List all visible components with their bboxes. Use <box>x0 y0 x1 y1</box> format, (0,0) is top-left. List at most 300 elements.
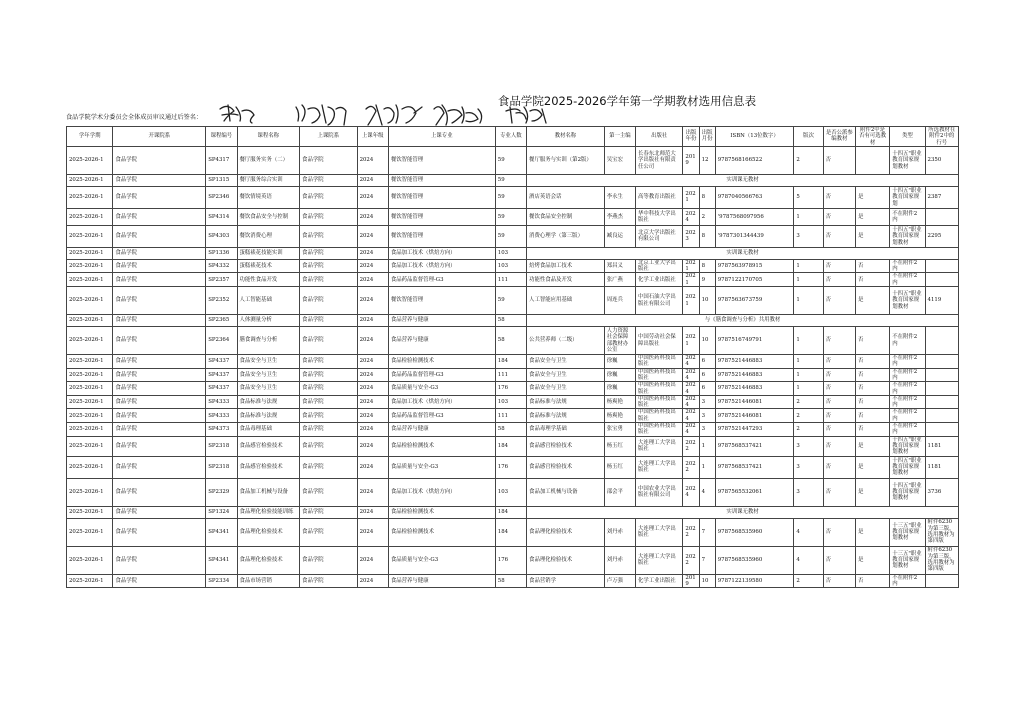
table-cell: 2022 <box>683 518 699 546</box>
table-cell: 否 <box>823 368 855 382</box>
table-cell: 2021 <box>683 287 699 315</box>
table-cell: 9787521446081 <box>715 395 794 409</box>
table-cell: 中国医药科技出版社 <box>636 395 683 409</box>
table-cell: 2025-2026-1 <box>67 546 113 574</box>
table-cell: 2025-2026-1 <box>67 423 113 437</box>
table-cell: 否 <box>823 518 855 546</box>
table-cell: 食品检验检测技术 <box>388 518 495 546</box>
table-cell: 2025-2026-1 <box>67 436 113 456</box>
table-cell: 8 <box>699 186 715 208</box>
table-cell: 中国农业大学出版社有限公司 <box>636 478 683 506</box>
table-cell: 否 <box>823 478 855 506</box>
table-cell: 2024 <box>357 506 388 518</box>
table-cell: 食品质量与安全-G3 <box>388 456 495 478</box>
table-cell: 否 <box>823 382 855 396</box>
table-cell: 人工智能基础 <box>237 287 300 315</box>
table-cell: 高等教育出版社 <box>636 186 683 208</box>
table-cell: 2024 <box>357 146 388 174</box>
table-row <box>67 506 959 518</box>
table-cell: 餐饮智能管理 <box>388 174 495 186</box>
column-header: 出版社 <box>636 127 683 147</box>
table-cell: 食品学院 <box>113 382 206 396</box>
table-cell: 食品学院 <box>113 146 206 174</box>
table-cell: 食品学院 <box>300 574 358 588</box>
table-cell: 食品安全与卫生 <box>527 382 605 396</box>
table-cell: 食品学院 <box>300 327 358 355</box>
table-cell: 刘丹赤 <box>604 518 635 546</box>
table-cell: 2024 <box>357 456 388 478</box>
table-row <box>67 409 959 423</box>
table-cell: 2 <box>794 146 823 174</box>
table-cell: 2024 <box>357 225 388 247</box>
table-cell: 食品营养与健康 <box>388 315 495 327</box>
table-cell: 2025-2026-1 <box>67 146 113 174</box>
table-cell: 不在附件2内 <box>890 355 925 369</box>
table-cell: 食品检验检测技术 <box>388 355 495 369</box>
table-cell: 3736 <box>925 478 958 506</box>
table-cell: 9787563673759 <box>715 287 794 315</box>
table-cell: 否 <box>823 186 855 208</box>
table-cell: 103 <box>495 259 526 273</box>
table-cell: 食品学院 <box>300 506 358 518</box>
table-cell: 6 <box>699 368 715 382</box>
table-cell: 9787122139580 <box>715 574 794 588</box>
table-cell: 中国劳动社会保障出版社 <box>636 327 683 355</box>
table-cell: 2 <box>794 423 823 437</box>
table-cell: 中国石油大学出版社有限公司 <box>636 287 683 315</box>
table-cell: 9787516749791 <box>715 327 794 355</box>
table-cell: 不在附件2内 <box>890 423 925 437</box>
table-cell: 2024 <box>357 368 388 382</box>
table-cell: 10 <box>699 574 715 588</box>
table-cell: 否 <box>823 146 855 174</box>
table-cell: 食品加工技术（烘焙方向） <box>388 247 495 259</box>
table-cell: 邵会平 <box>604 478 635 506</box>
table-cell: 食品加工机械与设备 <box>237 478 300 506</box>
table-cell: 食品学院 <box>300 186 358 208</box>
table-cell-note: 实训课无教材 <box>527 506 959 518</box>
table-cell: 食品理化检验技术 <box>237 546 300 574</box>
table-cell: 10 <box>699 287 715 315</box>
table-cell: 功能性食品开发 <box>237 273 300 287</box>
column-header: 出版年份 <box>683 127 699 147</box>
table-cell: 否 <box>823 574 855 588</box>
column-header: 附件2中是否有可选教材 <box>855 127 889 147</box>
table-cell: 李永生 <box>604 186 635 208</box>
column-header: 上课专业 <box>388 127 495 147</box>
table-cell: 食品学院 <box>113 456 206 478</box>
table-cell: 大连理工大学出版社 <box>636 518 683 546</box>
table-cell: 臧良运 <box>604 225 635 247</box>
table-cell: 大连理工大学出版社 <box>636 546 683 574</box>
table-cell: '9787301344439 <box>715 225 794 247</box>
table-cell: 食品学院 <box>113 355 206 369</box>
table-cell: 是 <box>855 518 889 546</box>
table-cell: 食品学院 <box>113 423 206 437</box>
table-cell: 不在附件2内 <box>890 409 925 423</box>
table-cell: 郑昌义 <box>604 259 635 273</box>
table-cell: 否 <box>823 423 855 437</box>
table-row <box>67 355 959 369</box>
table-cell: 食品药品监督管理-G3 <box>388 409 495 423</box>
table-cell: 餐饮食品安全控制 <box>527 208 605 225</box>
table-row <box>67 478 959 506</box>
table-cell: 2024 <box>357 186 388 208</box>
table-cell: 食品学院 <box>300 518 358 546</box>
table-cell: 2025-2026-1 <box>67 225 113 247</box>
table-cell: SP2334 <box>206 574 237 588</box>
table-cell <box>925 395 958 409</box>
table-cell <box>855 146 889 174</box>
table-cell: 1 <box>794 208 823 225</box>
table-cell: 184 <box>495 355 526 369</box>
table-cell: 食品学院 <box>300 208 358 225</box>
table-cell: 食品学院 <box>113 225 206 247</box>
table-cell: 食品理化检验技术 <box>527 546 605 574</box>
table-cell: 十三五"职业教育国家规划教材 <box>890 518 925 546</box>
table-cell: 4 <box>794 546 823 574</box>
table-cell: 否 <box>855 574 889 588</box>
table-cell: 食品学院 <box>300 315 358 327</box>
table-cell: SP4337 <box>206 368 237 382</box>
table-cell: 是 <box>855 287 889 315</box>
table-cell <box>925 368 958 382</box>
table-row <box>67 186 959 208</box>
column-header: 课程名称 <box>237 127 300 147</box>
table-cell: 9787521446883 <box>715 355 794 369</box>
table-cell: 不在附件2内 <box>890 382 925 396</box>
table-cell: 杨爽艳 <box>604 409 635 423</box>
table-cell: 蛋糕裱花技能实训 <box>237 247 300 259</box>
table-cell <box>925 409 958 423</box>
table-cell: 食品学院 <box>113 395 206 409</box>
table-cell: 食品学院 <box>300 259 358 273</box>
table-cell: 9787565532061 <box>715 478 794 506</box>
table-cell: 刘丹赤 <box>604 546 635 574</box>
table-cell: 公共营养师（二级） <box>527 327 605 355</box>
table-cell: SP4373 <box>206 423 237 437</box>
table-cell: 2025-2026-1 <box>67 409 113 423</box>
column-header: 学年学期 <box>67 127 113 147</box>
table-cell: 消费心理学（第三版） <box>527 225 605 247</box>
table-cell: 2025-2026-1 <box>67 518 113 546</box>
table-cell: 3 <box>794 456 823 478</box>
column-header: 教材名称 <box>527 127 605 147</box>
table-cell: SP4341 <box>206 546 237 574</box>
table-cell: 2025-2026-1 <box>67 395 113 409</box>
table-cell <box>925 355 958 369</box>
table-cell: 1 <box>794 327 823 355</box>
table-row <box>67 225 959 247</box>
table-cell: 食品理化检验技术 <box>237 518 300 546</box>
table-cell <box>925 423 958 437</box>
table-cell: 食品学院 <box>300 225 358 247</box>
table-cell: 2021 <box>683 327 699 355</box>
handwritten-signatures <box>216 99 556 127</box>
table-cell: 张广燕 <box>604 273 635 287</box>
table-cell: 59 <box>495 208 526 225</box>
table-cell: 徐巍 <box>604 368 635 382</box>
table-cell: 杨爽艳 <box>604 395 635 409</box>
table-row <box>67 174 959 186</box>
table-row <box>67 518 959 546</box>
column-header: 所选教材在附件2中的行号 <box>925 127 958 147</box>
table-cell: 2025-2026-1 <box>67 478 113 506</box>
table-cell: 3 <box>794 436 823 456</box>
table-cell: SP2318 <box>206 436 237 456</box>
table-cell: 9787568535960 <box>715 546 794 574</box>
table-cell: 食品学院 <box>113 574 206 588</box>
table-cell: 2024 <box>683 382 699 396</box>
table-cell: 十四五"职业教育国家规划教材 <box>890 146 925 174</box>
table-row <box>67 423 959 437</box>
column-header: 课程编号 <box>206 127 237 147</box>
table-cell: 2387 <box>925 186 958 208</box>
table-cell: 食品营养与健康 <box>388 423 495 437</box>
table-cell: 2024 <box>357 546 388 574</box>
column-header: 是否公派参编教材 <box>823 127 855 147</box>
table-cell: 58 <box>495 315 526 327</box>
table-cell: 食品毒理基础 <box>237 423 300 437</box>
table-cell: 徐巍 <box>604 382 635 396</box>
table-cell: 食品学院 <box>113 478 206 506</box>
page-title: 食品学院2025-2026学年第一学期教材选用信息表 <box>497 94 757 108</box>
signature-label: 食品学院学术分委员会全体成员审议通过后签名： <box>66 114 203 121</box>
table-cell: 176 <box>495 546 526 574</box>
table-cell: 食品加工技术（烘焙方向） <box>388 478 495 506</box>
table-cell: 否 <box>855 395 889 409</box>
table-row <box>67 315 959 327</box>
table-cell: 是 <box>855 436 889 456</box>
table-cell: 食品标准与法规 <box>527 395 605 409</box>
table-cell: 2022 <box>683 436 699 456</box>
table-cell: 2025-2026-1 <box>67 174 113 186</box>
table-cell: 103 <box>495 478 526 506</box>
table-cell: 否 <box>823 395 855 409</box>
table-cell-note: 实训课无教材 <box>527 247 959 259</box>
table-row <box>67 395 959 409</box>
table-cell: 3 <box>699 395 715 409</box>
table-cell: 吴宝宏 <box>604 146 635 174</box>
table-cell: 2024 <box>357 208 388 225</box>
table-cell: 十四五"职业教育国家规划教材 <box>890 456 925 478</box>
table-cell: 北京大学出版社有限公司 <box>636 225 683 247</box>
column-header: 专业人数 <box>495 127 526 147</box>
table-cell: 食品学院 <box>300 287 358 315</box>
table-cell: 3 <box>794 478 823 506</box>
table-cell: SP4332 <box>206 259 237 273</box>
table-cell: 6 <box>699 382 715 396</box>
table-cell: SP4341 <box>206 518 237 546</box>
table-cell: 餐饮智能管理 <box>388 146 495 174</box>
table-cell: 2024 <box>357 436 388 456</box>
table-cell: 3 <box>699 423 715 437</box>
table-cell: 2025-2026-1 <box>67 456 113 478</box>
table-cell: 59 <box>495 146 526 174</box>
table-cell: 9787122170705 <box>715 273 794 287</box>
table-row <box>67 368 959 382</box>
table-cell: 中国医药科技出版社 <box>636 382 683 396</box>
table-cell: 人力资源社会保障部教材办公室 <box>604 327 635 355</box>
table-cell: 10 <box>699 327 715 355</box>
table-cell: 2024 <box>683 208 699 225</box>
table-cell: 否 <box>823 208 855 225</box>
table-row <box>67 327 959 355</box>
table-cell: SP1324 <box>206 506 237 518</box>
table-cell: 2025-2026-1 <box>67 273 113 287</box>
table-cell: 是 <box>855 208 889 225</box>
table-cell <box>925 574 958 588</box>
table-cell: 化学工业出版社 <box>636 273 683 287</box>
table-cell: 9787040566763 <box>715 186 794 208</box>
table-cell: 食品学院 <box>300 478 358 506</box>
column-header: 开课院系 <box>113 127 206 147</box>
table-cell: 餐厅服务实务（二） <box>237 146 300 174</box>
table-cell: 焙烤食品加工技术 <box>527 259 605 273</box>
table-cell: 2022 <box>683 456 699 478</box>
column-header: 版次 <box>794 127 823 147</box>
table-row <box>67 146 959 174</box>
table-cell: 食品学院 <box>113 546 206 574</box>
table-cell: 食品安全与卫生 <box>527 368 605 382</box>
table-cell: 9787521446883 <box>715 382 794 396</box>
table-cell: 7 <box>699 518 715 546</box>
table-cell: 2025-2026-1 <box>67 574 113 588</box>
table-cell <box>925 327 958 355</box>
table-cell: 否 <box>855 423 889 437</box>
table-cell: 2024 <box>357 259 388 273</box>
column-header: 上课年级 <box>357 127 388 147</box>
table-cell: 食品学院 <box>300 409 358 423</box>
table-cell: 2024 <box>357 315 388 327</box>
table-cell: 5 <box>794 186 823 208</box>
table-cell: 否 <box>855 409 889 423</box>
table-cell: 食品学院 <box>113 273 206 287</box>
table-cell: 2025-2026-1 <box>67 259 113 273</box>
table-cell: 食品学院 <box>300 146 358 174</box>
table-row <box>67 456 959 478</box>
table-row <box>67 208 959 225</box>
table-cell: SP2364 <box>206 327 237 355</box>
table-cell: SP2365 <box>206 315 237 327</box>
table-cell: 食品学院 <box>113 506 206 518</box>
table-cell: 59 <box>495 186 526 208</box>
table-cell: SP2357 <box>206 273 237 287</box>
table-cell: 附件6230为第三版，选用教材为第四版 <box>925 518 958 546</box>
table-cell: 176 <box>495 382 526 396</box>
table-cell: 103 <box>495 247 526 259</box>
table-cell: 9787568166522 <box>715 146 794 174</box>
table-cell: 2025-2026-1 <box>67 208 113 225</box>
table-cell: 食品学院 <box>300 368 358 382</box>
table-cell: 食品市场营销 <box>237 574 300 588</box>
table-cell: 人体测量分析 <box>237 315 300 327</box>
table-cell: 1 <box>794 382 823 396</box>
table-cell: 4 <box>794 518 823 546</box>
table-cell: 功能性食品及开发 <box>527 273 605 287</box>
table-cell: 长春东北师范大学出版社有限责任公司 <box>636 146 683 174</box>
table-cell: 食品学院 <box>113 287 206 315</box>
table-cell: 食品营销学 <box>527 574 605 588</box>
table-cell: 餐饮情境英语 <box>237 186 300 208</box>
table-cell: 2024 <box>683 423 699 437</box>
table-cell: 附件6230为第三版，选用教材为第四版 <box>925 546 958 574</box>
table-cell: 食品学院 <box>113 409 206 423</box>
table-cell <box>925 273 958 287</box>
table-cell: 食品学院 <box>113 247 206 259</box>
table-cell: SP4337 <box>206 382 237 396</box>
table-cell: 食品学院 <box>113 186 206 208</box>
table-cell: 9 <box>699 273 715 287</box>
table-cell: 58 <box>495 574 526 588</box>
table-cell: 59 <box>495 174 526 186</box>
table-row <box>67 273 959 287</box>
table-cell: 食品质量与安全-G3 <box>388 382 495 396</box>
table-cell: SP4303 <box>206 225 237 247</box>
table-cell: 1181 <box>925 456 958 478</box>
table-cell: 餐厅服务与实训（第2版） <box>527 146 605 174</box>
table-cell: 1 <box>794 273 823 287</box>
table-cell: 2024 <box>357 409 388 423</box>
table-cell: 食品学院 <box>300 395 358 409</box>
table-cell: 否 <box>855 382 889 396</box>
table-cell: 食品学院 <box>300 273 358 287</box>
table-cell: 2 <box>794 574 823 588</box>
table-cell: 184 <box>495 506 526 518</box>
table-cell: 食品感官检验技术 <box>237 436 300 456</box>
table-cell: SP1315 <box>206 174 237 186</box>
table-cell: 大连理工大学出版社 <box>636 436 683 456</box>
table-cell: 9787568535960 <box>715 518 794 546</box>
table-cell: 2025-2026-1 <box>67 186 113 208</box>
column-header: ISBN（13位数字） <box>715 127 794 147</box>
table-cell: 否 <box>855 259 889 273</box>
table-cell: 9787521446883 <box>715 368 794 382</box>
table-cell: 111 <box>495 273 526 287</box>
table-row <box>67 574 959 588</box>
table-cell: 否 <box>823 456 855 478</box>
table-cell: 不在附件2内 <box>890 273 925 287</box>
table-cell: 9787521447293 <box>715 423 794 437</box>
table-cell: 食品安全与卫生 <box>237 368 300 382</box>
table-cell: 1181 <box>925 436 958 456</box>
table-cell: 食品加工技术（烘焙方向） <box>388 395 495 409</box>
table-cell: 184 <box>495 518 526 546</box>
table-cell: 大连理工大学出版社 <box>636 456 683 478</box>
column-header: 出版月份 <box>699 127 715 147</box>
textbook-table <box>66 126 959 588</box>
table-cell: 食品学院 <box>300 456 358 478</box>
table-cell: 食品学院 <box>113 174 206 186</box>
table-cell: 食品安全与卫生 <box>527 355 605 369</box>
table-cell: 食品安全与卫生 <box>237 355 300 369</box>
table-cell: 9787521446081 <box>715 409 794 423</box>
table-cell: 食品标准与法规 <box>527 409 605 423</box>
table-cell: 李燕杰 <box>604 208 635 225</box>
table-cell: 杨玉红 <box>604 436 635 456</box>
table-cell: 是 <box>855 225 889 247</box>
table-cell: SP4333 <box>206 409 237 423</box>
table-cell: 食品学院 <box>300 423 358 437</box>
table-cell: 否 <box>855 368 889 382</box>
table-cell: 111 <box>495 368 526 382</box>
table-cell: 十四五"职业教育国家规划教材 <box>890 225 925 247</box>
table-cell: 中国医药科技出版社 <box>636 368 683 382</box>
table-cell: 2022 <box>683 546 699 574</box>
table-cell: 食品标准与法规 <box>237 409 300 423</box>
table-cell <box>925 259 958 273</box>
table-cell: 华中科技大学出版社 <box>636 208 683 225</box>
